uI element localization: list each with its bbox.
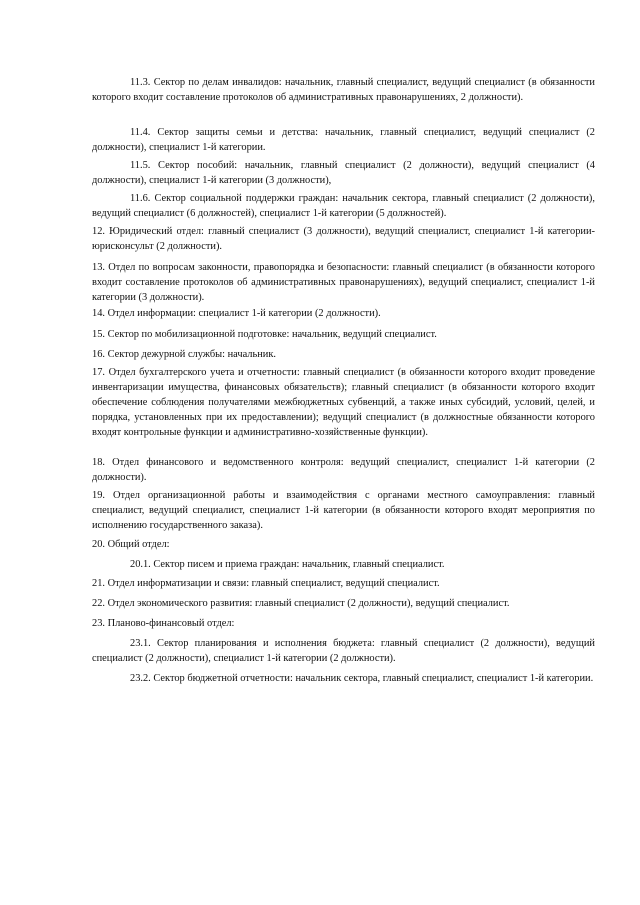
paragraph-19: 19. Отдел организационной работы и взаимодействия с органами местного самоуправления: главный специалист, ведущий специалист, специалист 1-й категории (в обязанности которого входят мероприятия по исполнению государственного заказа).: [92, 490, 595, 531]
paragraph-20: 20. Общий отдел:: [92, 539, 170, 550]
paragraph-23-2: 23.2. Сектор бюджетной отчетности: начальник сектора, главный специалист, специалист 1-й категории.: [130, 673, 594, 684]
paragraph-11-6: 11.6. Сектор социальной поддержки граждан: начальник сектора, главный специалист (2 должности), ведущий специалист (6 должностей), специалист 1-й категории (5 должностей).: [92, 193, 595, 219]
paragraph-18: 18. Отдел финансового и ведомственного контроля: ведущий специалист, специалист 1-й категории (2 должности).: [92, 457, 595, 483]
paragraph-12: 12. Юридический отдел: главный специалист (3 должности), ведущий специалист, специалист 1-й категории-юрисконсульт (2 должности).: [92, 226, 595, 252]
paragraph-22: 22. Отдел экономического развития: главный специалист (2 должности), ведущий специалист.: [92, 598, 510, 609]
paragraph-15: 15. Сектор по мобилизационной подготовке: начальник, ведущий специалист.: [92, 329, 437, 340]
paragraph-23-1: 23.1. Сектор планирования и исполнения бюджета: главный специалист (2 должности), ведущий специалист (2 должности), специалист 1-й категории (2 должности).: [92, 638, 595, 664]
paragraph-11-4: 11.4. Сектор защиты семьи и детства: начальник, главный специалист, ведущий специалист (2 должности), специалист 1-й категории.: [92, 127, 595, 153]
paragraph-16: 16. Сектор дежурной службы: начальник.: [92, 349, 276, 360]
paragraph-11-5: 11.5. Сектор пособий: начальник, главный специалист (2 должности), ведущий специалист (4 должности), специалист 1-й категории (3 должности),: [92, 160, 595, 186]
paragraph-11-3: 11.3. Сектор по делам инвалидов: начальник, главный специалист, ведущий специалист (в обязанности которого входит составление протоколов об административных правонарушениях, 2 должности).: [92, 77, 595, 103]
paragraph-21: 21. Отдел информатизации и связи: главный специалист, ведущий специалист.: [92, 578, 440, 589]
paragraph-13: 13. Отдел по вопросам законности, правопорядка и безопасности: главный специалист (в обязанности которого входит составление протоколов об административных правонарушениях), ведущий специалист, специалист 1-й категории (3 должности).: [92, 262, 595, 303]
paragraph-17: 17. Отдел бухгалтерского учета и отчетности: главный специалист (в обязанности которого входит проведение инвентаризации имущества, финансовых обязательств); главный специалист (в обязанности которого входит обеспечение соблюдения получателями межбюджетных субвенций, а также иных субсидий, условий, целей, и порядка, установленных при их предоставлении); ведущий специалист (в должностные обязанности которого входят контрольные функции и административно-хозяйственные функции).: [92, 367, 595, 438]
paragraph-14: 14. Отдел информации: специалист 1-й категории (2 должности).: [92, 308, 381, 319]
paragraph-20-1: 20.1. Сектор писем и приема граждан: начальник, главный специалист.: [130, 559, 445, 570]
paragraph-23: 23. Планово-финансовый отдел:: [92, 618, 235, 629]
